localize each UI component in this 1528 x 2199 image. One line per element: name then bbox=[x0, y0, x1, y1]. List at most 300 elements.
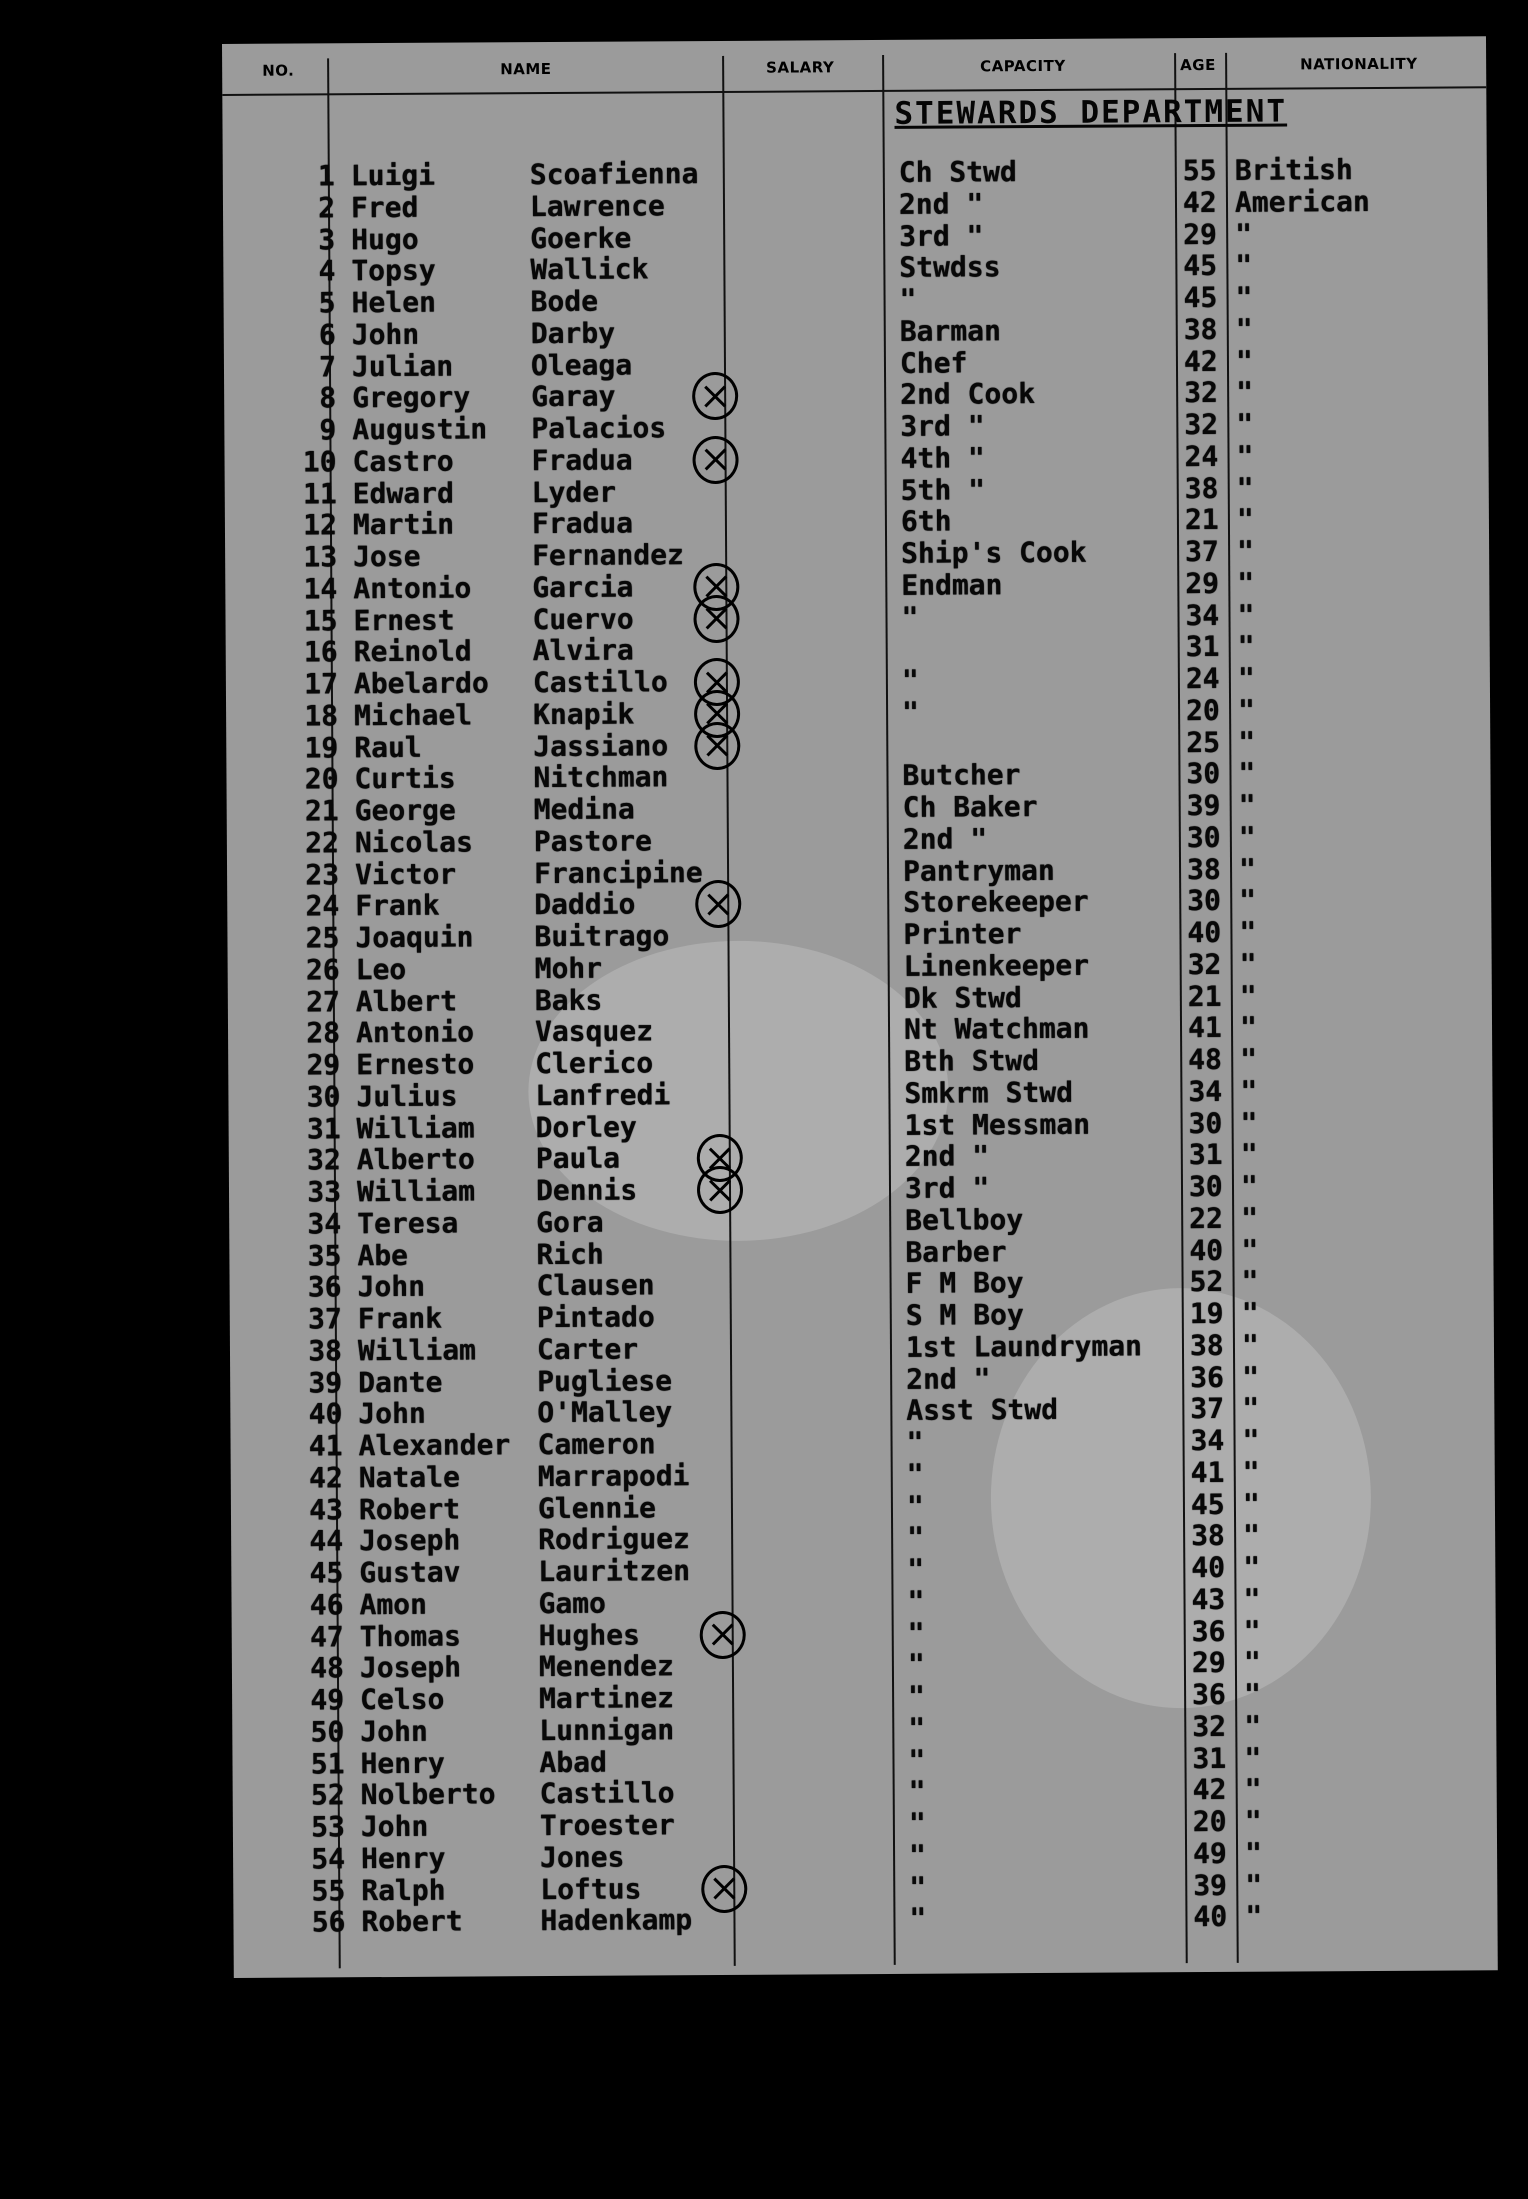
first-name: William bbox=[356, 1110, 475, 1145]
crew-number: 50 bbox=[310, 1715, 345, 1749]
first-name: Thomas bbox=[359, 1619, 461, 1653]
first-name: Edward bbox=[352, 476, 455, 510]
first-name: Amon bbox=[359, 1587, 428, 1621]
circled-x-mark bbox=[693, 594, 739, 642]
first-name: Jose bbox=[353, 539, 421, 574]
age: 22 bbox=[1189, 1201, 1224, 1235]
first-name: Michael bbox=[354, 698, 473, 732]
capacity: Barman bbox=[899, 313, 1002, 348]
last-name: Wallick bbox=[530, 252, 649, 287]
last-name: Buitrago bbox=[534, 919, 670, 954]
last-name: Gora bbox=[536, 1205, 604, 1239]
crew-number: 38 bbox=[308, 1334, 343, 1368]
capacity: 4th " bbox=[900, 441, 985, 475]
nationality: British bbox=[1234, 153, 1353, 187]
age: 32 bbox=[1184, 407, 1219, 442]
age: 20 bbox=[1192, 1804, 1227, 1839]
first-name: Ralph bbox=[361, 1873, 446, 1907]
nationality: " bbox=[1240, 1074, 1258, 1108]
first-name: Joseph bbox=[359, 1523, 461, 1558]
age: 42 bbox=[1192, 1773, 1227, 1807]
crew-number: 41 bbox=[308, 1429, 343, 1463]
last-name: Cameron bbox=[537, 1427, 656, 1462]
first-name: Topsy bbox=[351, 253, 436, 288]
crew-number: 32 bbox=[307, 1143, 341, 1177]
last-name: Alvira bbox=[532, 633, 634, 668]
last-name: Hadenkamp bbox=[540, 1903, 693, 1938]
first-name: Castro bbox=[352, 444, 454, 478]
crew-number: 12 bbox=[303, 508, 338, 542]
age: 19 bbox=[1189, 1296, 1224, 1331]
first-name: Helen bbox=[351, 285, 436, 320]
first-name: Robert bbox=[358, 1492, 461, 1526]
nationality: " bbox=[1239, 883, 1257, 918]
crew-list-sheet bbox=[222, 36, 1498, 1978]
last-name: Lauritzen bbox=[538, 1554, 691, 1589]
first-name: Natale bbox=[358, 1460, 461, 1494]
crew-number: 56 bbox=[311, 1905, 346, 1939]
age: 43 bbox=[1191, 1582, 1226, 1616]
nationality: " bbox=[1243, 1550, 1261, 1584]
last-name: Lawrence bbox=[529, 189, 665, 223]
age: 36 bbox=[1192, 1677, 1226, 1712]
capacity: " bbox=[901, 695, 920, 729]
circled-x-mark bbox=[700, 1610, 746, 1658]
crew-number: 48 bbox=[310, 1651, 345, 1685]
age: 48 bbox=[1188, 1042, 1223, 1077]
last-name: Fernandez bbox=[532, 538, 684, 573]
crew-number: 4 bbox=[318, 254, 336, 288]
age: 39 bbox=[1193, 1868, 1228, 1902]
age: 37 bbox=[1185, 534, 1219, 569]
nationality: " bbox=[1239, 979, 1257, 1013]
capacity: Pantryman bbox=[902, 853, 1055, 888]
capacity: Nt Watchman bbox=[903, 1011, 1090, 1047]
capacity: Asst Stwd bbox=[906, 1393, 1059, 1428]
nationality: " bbox=[1238, 852, 1257, 886]
capacity: " bbox=[901, 663, 919, 697]
last-name: Fradua bbox=[531, 443, 633, 477]
age: 38 bbox=[1186, 852, 1221, 886]
crew-number: 53 bbox=[311, 1810, 345, 1844]
nationality: " bbox=[1235, 217, 1253, 251]
nationality: " bbox=[1242, 1391, 1260, 1426]
last-name: Medina bbox=[533, 792, 635, 827]
age: 52 bbox=[1189, 1265, 1224, 1299]
capacity: Storekeeper bbox=[903, 884, 1089, 920]
last-name: Abad bbox=[539, 1745, 608, 1779]
last-name: Rich bbox=[536, 1237, 604, 1271]
capacity: Butcher bbox=[902, 758, 1021, 793]
crew-number: 3 bbox=[318, 222, 336, 256]
capacity: 2nd " bbox=[906, 1361, 991, 1396]
age: 45 bbox=[1190, 1487, 1225, 1521]
capacity: " bbox=[908, 1711, 926, 1745]
crew-number: 36 bbox=[307, 1270, 342, 1304]
nationality: " bbox=[1245, 1899, 1263, 1934]
age: 36 bbox=[1191, 1614, 1226, 1648]
first-name: Hugo bbox=[351, 222, 419, 256]
header-age: AGE bbox=[1180, 55, 1216, 75]
last-name: Carter bbox=[536, 1332, 639, 1366]
crew-number: 10 bbox=[302, 445, 337, 479]
capacity: " bbox=[906, 1489, 924, 1523]
age: 34 bbox=[1188, 1074, 1223, 1108]
crew-number: 47 bbox=[309, 1619, 344, 1653]
last-name: Darby bbox=[530, 316, 616, 350]
nationality: " bbox=[1238, 820, 1256, 854]
crew-number: 51 bbox=[310, 1746, 345, 1780]
first-name: Ernesto bbox=[356, 1047, 475, 1082]
nationality: " bbox=[1237, 598, 1255, 632]
crew-number: 13 bbox=[303, 540, 338, 574]
nationality: " bbox=[1235, 248, 1253, 283]
last-name: Knapik bbox=[533, 697, 635, 731]
nationality: " bbox=[1236, 439, 1254, 473]
age: 39 bbox=[1186, 788, 1221, 823]
last-name: Loftus bbox=[540, 1871, 642, 1906]
nationality: " bbox=[1241, 1264, 1259, 1299]
last-name: Dennis bbox=[535, 1173, 638, 1208]
first-name: Celso bbox=[360, 1682, 445, 1717]
capacity: 1st Laundryman bbox=[905, 1329, 1143, 1364]
crew-number: 28 bbox=[306, 1016, 341, 1050]
nationality: " bbox=[1237, 661, 1255, 695]
nationality: " bbox=[1243, 1518, 1261, 1553]
last-name: Goerke bbox=[530, 221, 632, 255]
age: 31 bbox=[1188, 1138, 1223, 1172]
crew-number: 49 bbox=[310, 1683, 345, 1717]
last-name: Pastore bbox=[533, 824, 652, 858]
age: 40 bbox=[1189, 1233, 1224, 1267]
age: 32 bbox=[1192, 1709, 1227, 1743]
crew-number: 14 bbox=[303, 572, 338, 606]
age: 25 bbox=[1186, 725, 1221, 759]
last-name: Vasquez bbox=[534, 1014, 654, 1049]
last-name: Gamo bbox=[538, 1586, 607, 1620]
first-name: Gregory bbox=[352, 380, 471, 415]
last-name: Jassiano bbox=[533, 728, 669, 763]
nationality: " bbox=[1237, 534, 1255, 568]
nationality: " bbox=[1236, 407, 1254, 441]
first-name: Leo bbox=[355, 952, 407, 986]
nationality: " bbox=[1236, 375, 1254, 410]
crew-number: 23 bbox=[305, 857, 340, 892]
age: 38 bbox=[1189, 1328, 1224, 1362]
crew-number: 44 bbox=[309, 1524, 344, 1558]
last-name: Castillo bbox=[539, 1776, 675, 1811]
first-name: Antonio bbox=[353, 571, 472, 605]
header-capacity: CAPACITY bbox=[980, 56, 1066, 76]
first-name: Victor bbox=[354, 857, 457, 891]
age: 29 bbox=[1185, 566, 1220, 600]
capacity: 5th " bbox=[900, 472, 986, 507]
capacity: 2nd " bbox=[904, 1139, 990, 1174]
age: 31 bbox=[1192, 1741, 1227, 1775]
capacity: Smkrm Stwd bbox=[904, 1075, 1074, 1110]
crew-number: 19 bbox=[304, 730, 339, 765]
capacity: Dk Stwd bbox=[903, 980, 1022, 1015]
circled-x-mark bbox=[694, 721, 740, 769]
first-name: Alexander bbox=[358, 1428, 511, 1463]
first-name: Dante bbox=[358, 1365, 443, 1399]
last-name: Mohr bbox=[534, 951, 603, 985]
last-name: Martinez bbox=[539, 1681, 675, 1716]
first-name: John bbox=[358, 1397, 426, 1431]
first-name: Abe bbox=[357, 1238, 409, 1272]
nationality: " bbox=[1242, 1423, 1260, 1457]
nationality: " bbox=[1240, 1169, 1258, 1203]
first-name: Curtis bbox=[354, 761, 456, 796]
last-name: Menendez bbox=[538, 1649, 674, 1684]
capacity: " bbox=[908, 1743, 926, 1777]
nationality: " bbox=[1239, 915, 1257, 949]
first-name: Robert bbox=[361, 1904, 463, 1939]
age: 41 bbox=[1187, 1011, 1222, 1045]
header-no: NO. bbox=[262, 61, 295, 80]
nationality: " bbox=[1241, 1233, 1259, 1267]
last-name: Lunnigan bbox=[539, 1713, 675, 1747]
age: 20 bbox=[1185, 693, 1220, 727]
nationality: " bbox=[1244, 1709, 1262, 1743]
last-name: O'Malley bbox=[537, 1395, 673, 1430]
nationality: " bbox=[1239, 1010, 1257, 1045]
last-name: Baks bbox=[534, 983, 603, 1017]
capacity: " bbox=[906, 1457, 924, 1491]
capacity: S M Boy bbox=[905, 1298, 1024, 1332]
crew-number: 21 bbox=[304, 794, 339, 828]
first-name: Abelardo bbox=[353, 666, 489, 701]
capacity: " bbox=[908, 1774, 926, 1809]
first-name: Teresa bbox=[357, 1206, 459, 1240]
first-name: William bbox=[357, 1333, 477, 1367]
crew-number: 54 bbox=[311, 1842, 346, 1876]
first-name: John bbox=[351, 317, 420, 351]
crew-number: 34 bbox=[307, 1207, 342, 1241]
last-name: Castillo bbox=[532, 665, 668, 700]
capacity: Linenkeeper bbox=[903, 948, 1090, 983]
age: 30 bbox=[1188, 1169, 1223, 1204]
nationality: " bbox=[1243, 1645, 1261, 1680]
age: 36 bbox=[1190, 1360, 1224, 1394]
crew-number: 39 bbox=[308, 1365, 343, 1399]
nationality: " bbox=[1242, 1455, 1260, 1489]
capacity: " bbox=[907, 1520, 925, 1555]
first-name: Reinold bbox=[353, 634, 472, 669]
first-name: Henry bbox=[360, 1841, 446, 1875]
crew-number: 46 bbox=[309, 1588, 344, 1622]
crew-number: 55 bbox=[311, 1873, 346, 1907]
age: 21 bbox=[1184, 503, 1219, 537]
first-name: John bbox=[360, 1809, 429, 1844]
crew-number: 26 bbox=[305, 953, 340, 987]
first-name: Raul bbox=[354, 730, 422, 764]
crew-number: 31 bbox=[306, 1111, 341, 1146]
capacity: " bbox=[907, 1647, 925, 1682]
last-name: Jones bbox=[539, 1840, 625, 1874]
first-name: Julian bbox=[351, 349, 454, 383]
last-name: Scoafienna bbox=[529, 157, 699, 192]
capacity: F M Boy bbox=[905, 1266, 1024, 1301]
crew-number: 27 bbox=[306, 984, 340, 1019]
last-name: Clausen bbox=[536, 1268, 655, 1303]
last-name: Clerico bbox=[535, 1046, 654, 1081]
header-nationality: NATIONALITY bbox=[1300, 54, 1418, 74]
age: 55 bbox=[1182, 153, 1217, 188]
crew-number: 52 bbox=[310, 1778, 345, 1812]
age: 34 bbox=[1185, 598, 1220, 632]
crew-number: 8 bbox=[319, 381, 337, 415]
crew-number: 35 bbox=[307, 1238, 342, 1272]
nationality: " bbox=[1238, 725, 1256, 759]
nationality: " bbox=[1235, 280, 1253, 314]
nationality: " bbox=[1244, 1804, 1262, 1838]
capacity: 2nd Cook bbox=[900, 377, 1036, 412]
last-name: Lyder bbox=[531, 475, 617, 509]
last-name: Garcia bbox=[532, 570, 634, 604]
crew-number: 17 bbox=[304, 667, 339, 701]
age: 45 bbox=[1183, 249, 1218, 283]
age: 29 bbox=[1183, 217, 1217, 251]
last-name: Marrapodi bbox=[537, 1458, 690, 1493]
first-name: Luigi bbox=[350, 158, 436, 193]
age: 38 bbox=[1191, 1519, 1225, 1553]
nationality: " bbox=[1241, 1328, 1259, 1362]
age: 42 bbox=[1183, 344, 1218, 378]
capacity: " bbox=[907, 1552, 925, 1586]
first-name: George bbox=[354, 793, 456, 828]
first-name: Alberto bbox=[356, 1142, 475, 1177]
capacity: " bbox=[909, 1901, 927, 1936]
capacity: Ch Stwd bbox=[898, 155, 1017, 189]
last-name: Cuervo bbox=[532, 601, 634, 636]
last-name: Pintado bbox=[536, 1300, 655, 1335]
age: 24 bbox=[1185, 661, 1220, 696]
first-name: Joseph bbox=[359, 1650, 462, 1685]
age: 40 bbox=[1191, 1550, 1226, 1585]
first-name: Antonio bbox=[355, 1015, 475, 1050]
age: 24 bbox=[1184, 439, 1219, 473]
first-name: John bbox=[360, 1714, 428, 1748]
nationality: " bbox=[1244, 1772, 1262, 1807]
capacity: " bbox=[907, 1584, 925, 1618]
first-name: Albert bbox=[355, 984, 458, 1018]
first-name: Nolberto bbox=[360, 1777, 496, 1812]
capacity: Printer bbox=[903, 917, 1022, 951]
crew-number: 43 bbox=[309, 1492, 344, 1526]
crew-number: 7 bbox=[319, 349, 337, 383]
last-name: Palacios bbox=[531, 411, 667, 446]
crew-number: 2 bbox=[318, 191, 336, 225]
crew-number: 25 bbox=[305, 921, 340, 955]
crew-number: 40 bbox=[308, 1397, 343, 1431]
age: 30 bbox=[1188, 1106, 1223, 1140]
header-salary: SALARY bbox=[766, 58, 835, 77]
last-name: Hughes bbox=[538, 1617, 640, 1652]
nationality: " bbox=[1240, 1137, 1258, 1172]
crew-number: 29 bbox=[306, 1048, 341, 1082]
last-name: Fradua bbox=[531, 506, 634, 541]
age: 37 bbox=[1190, 1392, 1225, 1426]
nationality: " bbox=[1245, 1868, 1263, 1902]
last-name: Oleaga bbox=[530, 348, 633, 382]
crew-number: 30 bbox=[306, 1080, 341, 1114]
circled-x-mark bbox=[701, 1864, 747, 1912]
last-name: Glennie bbox=[537, 1490, 657, 1525]
last-name: Bode bbox=[530, 284, 599, 319]
capacity: Stwdss bbox=[899, 250, 1001, 285]
last-name: Lanfredi bbox=[535, 1078, 671, 1112]
crew-number: 37 bbox=[307, 1302, 342, 1336]
crew-number: 16 bbox=[303, 635, 338, 669]
nationality: " bbox=[1235, 312, 1253, 346]
capacity: " bbox=[901, 600, 919, 634]
nationality: " bbox=[1237, 566, 1255, 600]
age: 41 bbox=[1190, 1455, 1225, 1489]
last-name: Francipine bbox=[533, 855, 703, 890]
crew-number: 24 bbox=[305, 889, 340, 923]
nationality: " bbox=[1240, 1106, 1258, 1140]
age: 30 bbox=[1186, 757, 1221, 791]
capacity: 2nd " bbox=[902, 822, 988, 856]
nationality: " bbox=[1237, 629, 1255, 664]
crew-number: 15 bbox=[303, 603, 338, 638]
table-header bbox=[222, 36, 1486, 94]
capacity: " bbox=[908, 1838, 927, 1872]
crew-number: 11 bbox=[302, 476, 337, 511]
first-name: Henry bbox=[360, 1746, 445, 1780]
first-name: Julius bbox=[356, 1079, 458, 1113]
circled-x-mark bbox=[697, 1166, 743, 1214]
nationality: " bbox=[1238, 756, 1256, 791]
nationality: " bbox=[1244, 1741, 1262, 1775]
capacity: Bth Stwd bbox=[904, 1044, 1040, 1078]
crew-number: 22 bbox=[305, 826, 339, 860]
age: 34 bbox=[1190, 1423, 1225, 1458]
crew-number: 6 bbox=[318, 318, 336, 352]
nationality: " bbox=[1236, 502, 1254, 537]
last-name: Dorley bbox=[535, 1109, 637, 1144]
capacity: " bbox=[908, 1679, 926, 1713]
first-name: Fred bbox=[350, 190, 419, 224]
age: 38 bbox=[1184, 471, 1219, 505]
nationality: " bbox=[1241, 1296, 1259, 1330]
nationality: American bbox=[1234, 184, 1370, 219]
capacity: Ch Baker bbox=[902, 790, 1038, 824]
nationality: " bbox=[1243, 1677, 1262, 1711]
age: 32 bbox=[1184, 376, 1218, 410]
age: 40 bbox=[1187, 915, 1222, 950]
capacity: " bbox=[909, 1870, 927, 1904]
nationality: " bbox=[1239, 947, 1257, 981]
capacity: Bellboy bbox=[905, 1202, 1024, 1237]
crew-number: 1 bbox=[317, 159, 335, 193]
first-name: Martin bbox=[352, 507, 455, 542]
age: 42 bbox=[1182, 185, 1217, 219]
first-name: Ernest bbox=[353, 603, 455, 637]
age: 30 bbox=[1187, 884, 1222, 918]
first-name: Frank bbox=[357, 1301, 443, 1336]
nationality: " bbox=[1242, 1360, 1260, 1394]
age: 45 bbox=[1183, 280, 1218, 315]
first-name: Gustav bbox=[359, 1555, 461, 1590]
last-name: Paula bbox=[535, 1141, 621, 1176]
capacity: " bbox=[907, 1616, 925, 1650]
last-name: Troester bbox=[539, 1808, 675, 1843]
age: 49 bbox=[1192, 1836, 1227, 1870]
capacity: 1st Messman bbox=[904, 1107, 1091, 1142]
capacity: 2nd " bbox=[898, 187, 984, 221]
